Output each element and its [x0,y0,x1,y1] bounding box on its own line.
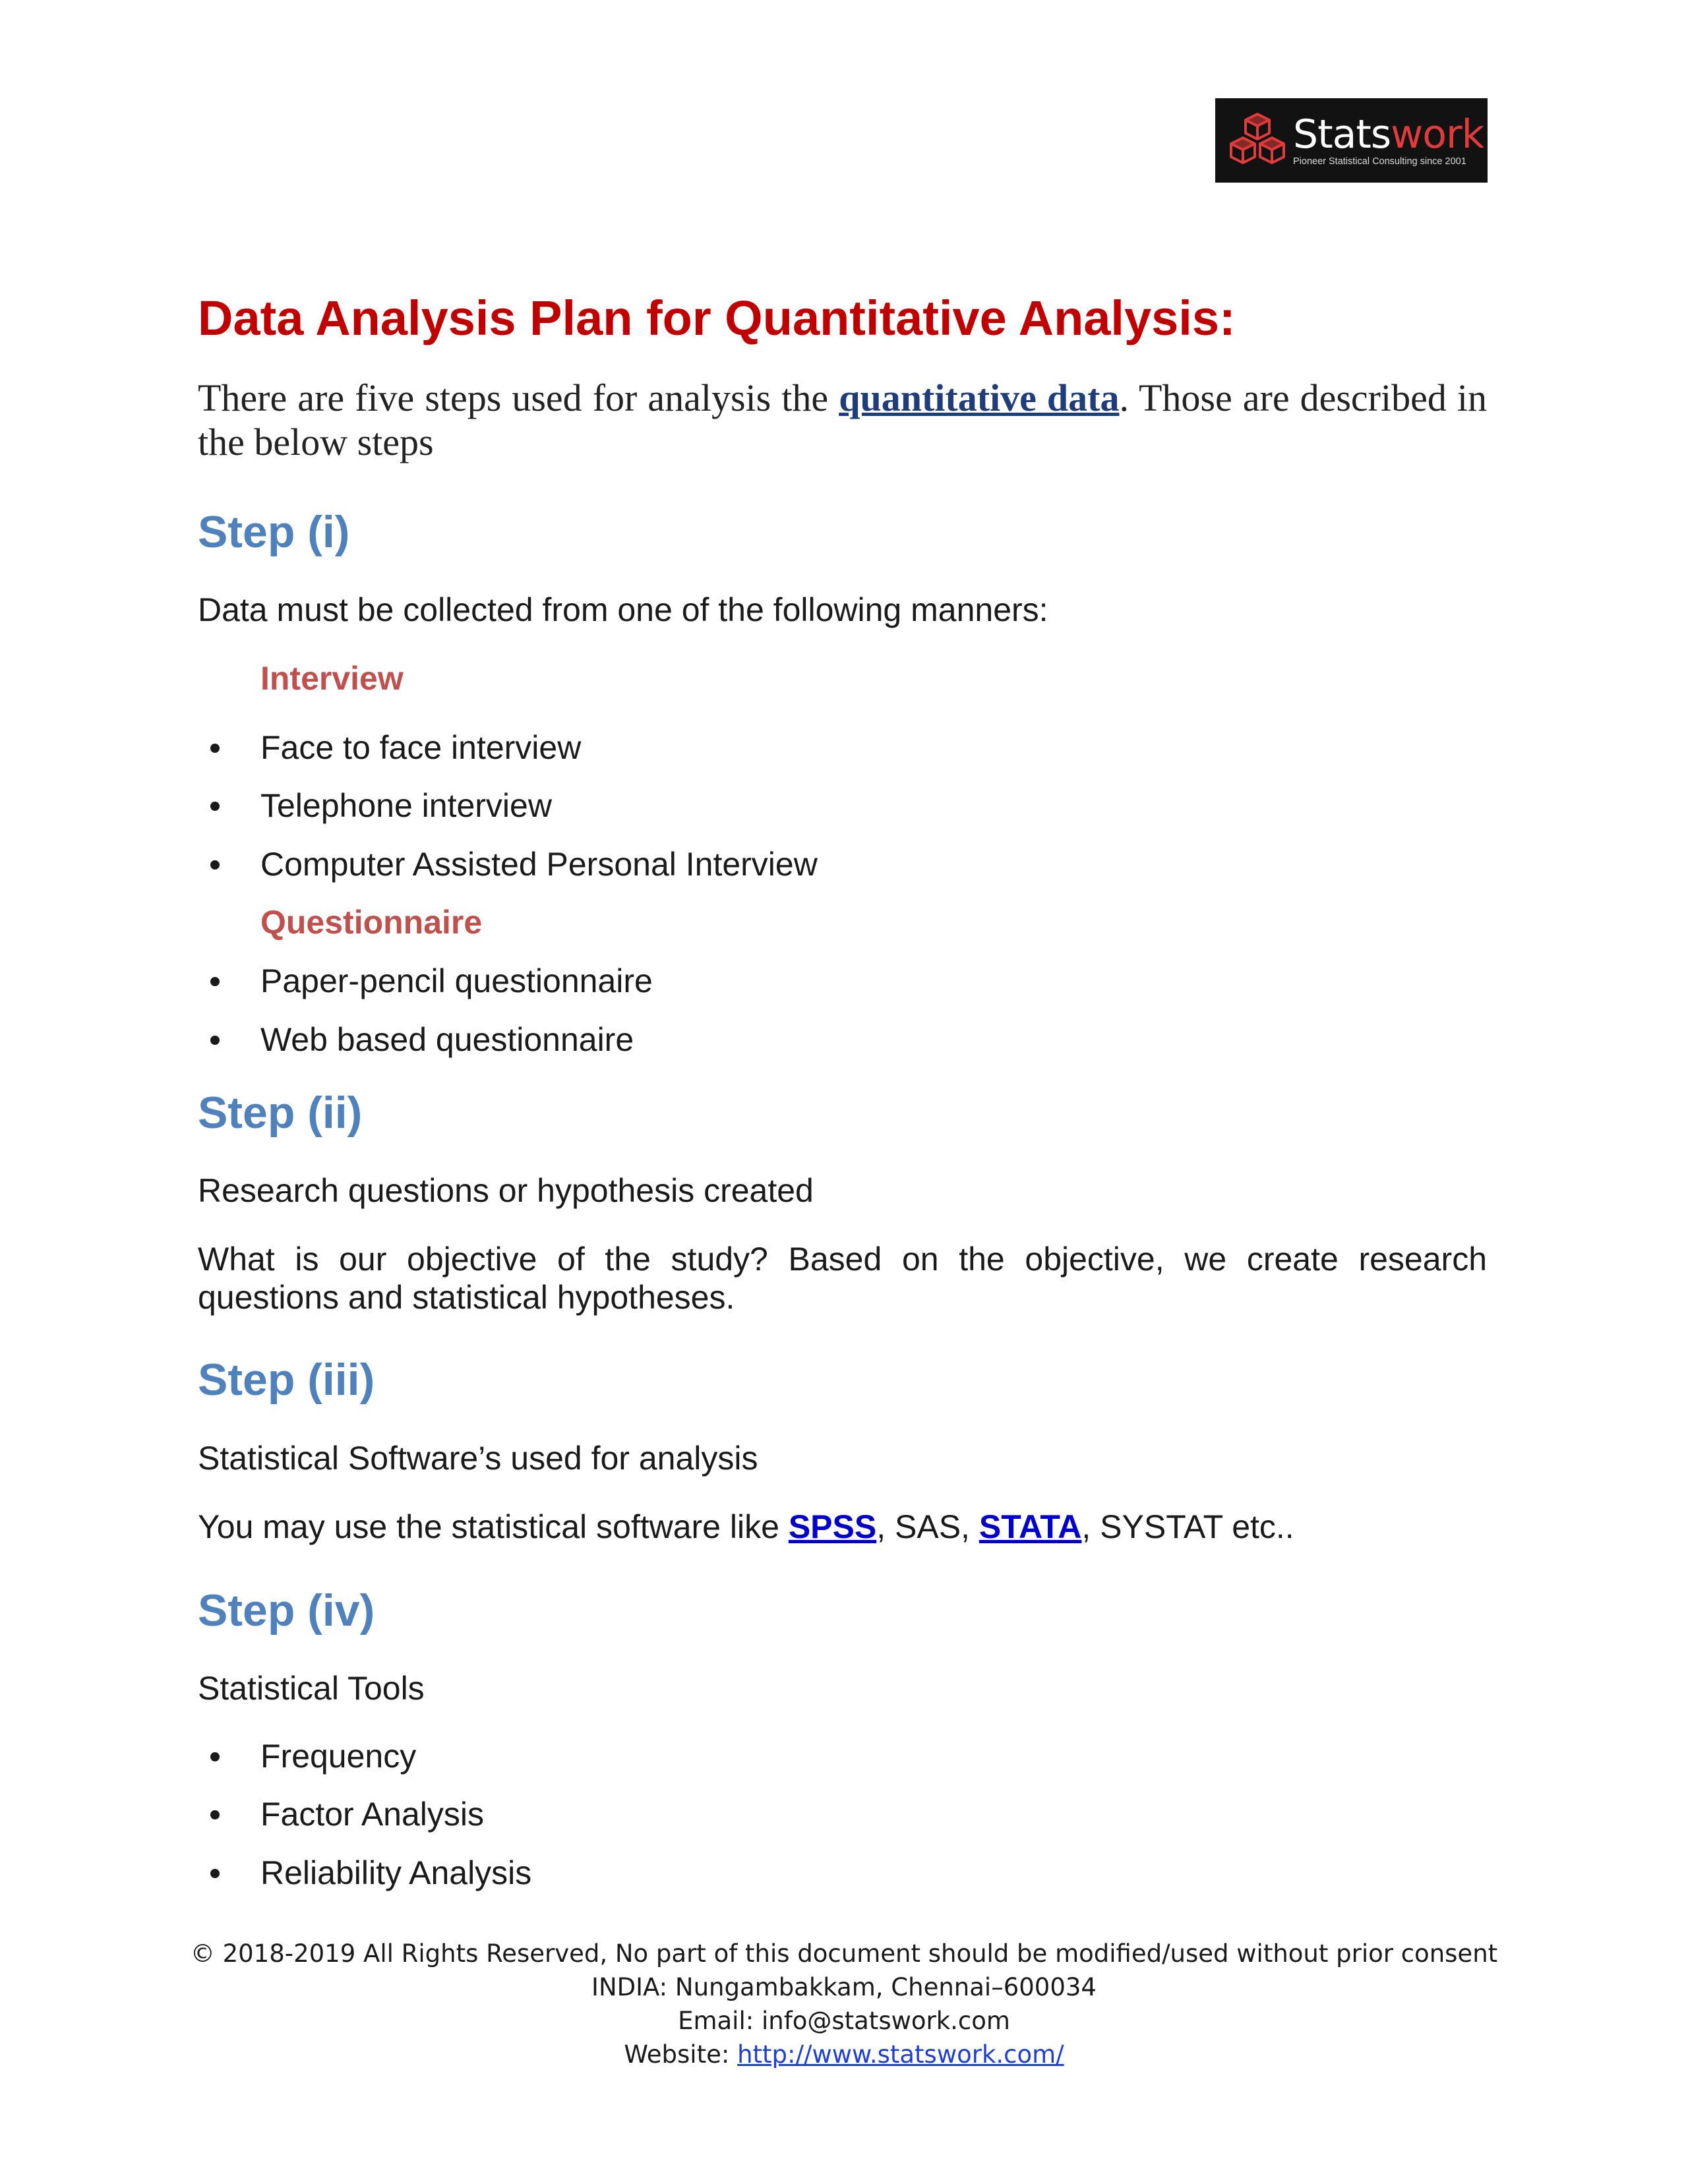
spss-link[interactable]: SPSS [788,1508,877,1545]
list-item: Web based questionnaire [198,1020,1487,1059]
stata-link[interactable]: STATA [979,1508,1082,1545]
bullet-icon [210,802,220,811]
intro-paragraph: There are five steps used for analysis the quantitative data. Those are described in the below steps [198,376,1487,463]
interview-subheading: Interview [260,660,404,697]
website-link[interactable]: http://www.statswork.com/ [737,2040,1064,2069]
list-item: Telephone interview [198,786,1487,825]
footer-website: Website: http://www.statswork.com/ [624,2040,1064,2069]
quantitative-data-link[interactable]: quantitative data [839,376,1120,419]
step-3-text: Statistical Software’s used for analysis [198,1440,758,1477]
footer-email: Email: info@statswork.com [678,2007,1010,2035]
step-4-text: Statistical Tools [198,1670,425,1707]
document-title: Data Analysis Plan for Quantitative Analysis: [198,291,1236,345]
questionnaire-subheading: Questionnaire [260,904,483,941]
bullet-icon [210,1869,220,1878]
page-footer [0,1937,1688,2071]
bullet-icon [210,860,220,870]
logo-tagline: Pioneer Statistical Consulting since 2001 [1293,156,1466,167]
footer-address: INDIA: Nungambakkam, Chennai–600034 [591,1973,1097,2001]
cubes-logo-icon [1226,109,1289,172]
logo-wordmark: Statswork [1293,111,1484,158]
step-3-heading: Step (iii) [198,1355,375,1405]
list-item: Reliability Analysis [198,1853,1487,1893]
list-item: Factor Analysis [198,1794,1487,1834]
step-2-description: What is our objective of the study? Based on the objective, we create research questions and statistical hypotheses. [198,1241,1487,1316]
list-item: Face to face interview [198,728,1487,767]
bullet-icon [210,1036,220,1045]
step-1-text: Data must be collected from one of the following manners: [198,591,1048,628]
bullet-icon [210,744,220,753]
list-item: Paper-pencil questionnaire [198,961,1487,1001]
step-2-text: Research questions or hypothesis created [198,1172,814,1209]
step-4-heading: Step (iv) [198,1585,375,1636]
bullet-icon [210,1810,220,1819]
step-1-heading: Step (i) [198,507,350,557]
step-2-heading: Step (ii) [198,1088,363,1138]
bullet-icon [210,1752,220,1761]
bullet-icon [210,977,220,986]
statswork-logo [1215,98,1488,183]
step-3-description: You may use the statistical software like SPSS, SAS, STATA, SYSTAT etc.. [198,1508,1294,1545]
list-item: Computer Assisted Personal Interview [198,844,1487,884]
list-item: Frequency [198,1736,1487,1776]
footer-copyright: © 2018-2019 All Rights Reserved, No part of this document should be modified/used without prior consent [190,1939,1498,1968]
